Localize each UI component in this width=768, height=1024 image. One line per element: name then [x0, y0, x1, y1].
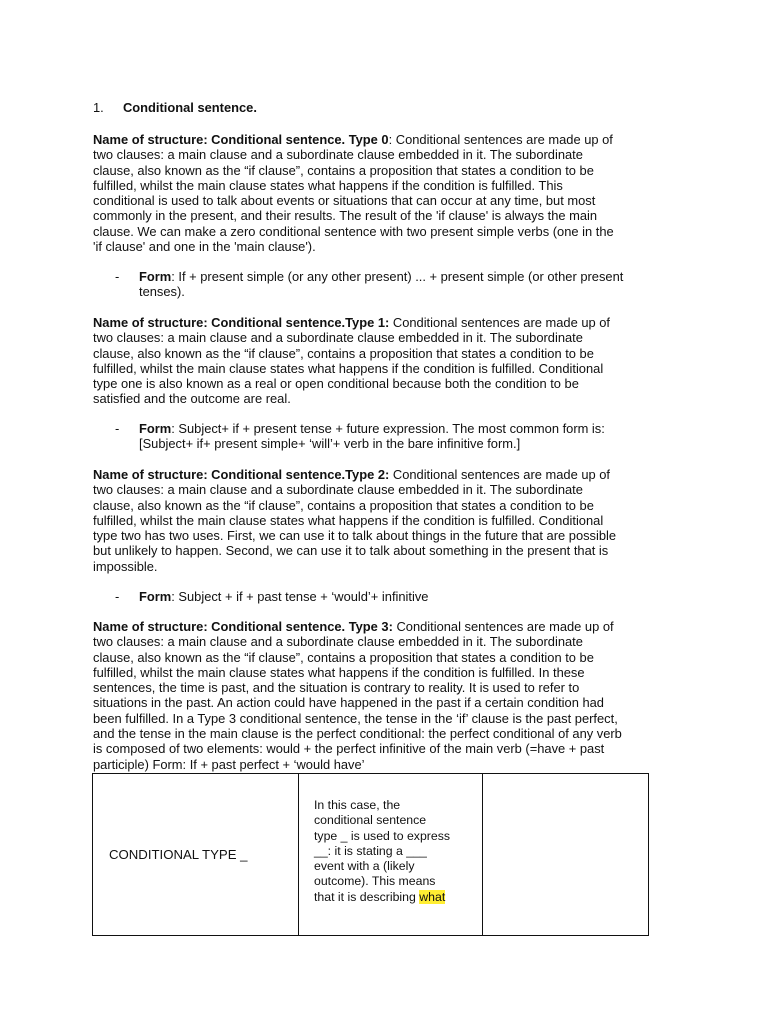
conditional-type-table: [92, 773, 649, 936]
description-cell: In this case, the conditional sentence type _ is used to express __: it is stating a ___ event with a (likely outcome). This means that it is describing what: [299, 774, 483, 936]
type0-line: Name of structure: Conditional sentence. Type 0: Conditional sentences are made up of: [93, 132, 613, 147]
form-label: Form: [139, 421, 172, 436]
bullet-dash: -: [115, 421, 120, 436]
type0-line: clause. We can make a zero conditional sentence with two present simple verbs (one in the: [93, 223, 614, 239]
bullet-dash: -: [115, 269, 120, 284]
type3-label: Name of structure: Conditional sentence. Type 3:: [93, 619, 393, 634]
table-row: [93, 774, 649, 936]
type0-paragraph: [93, 132, 673, 254]
type0-line: conditional is used to talk about events or situations that can occur at any time, but most: [93, 193, 596, 209]
type0-form-bullet: - Form: If + present simple (or any other present) ... + present simple (or other present tenses).: [115, 269, 624, 300]
empty-cell: [483, 774, 649, 936]
type1-label: Name of structure: Conditional sentence.Type 1:: [93, 315, 390, 330]
type0-line: commonly in the present, and their results. The result of the 'if clause' is always the main: [93, 208, 598, 224]
highlighted-word: what: [419, 889, 446, 904]
bullet-dash: -: [115, 589, 120, 604]
type0-line: clause, also known as the “if clause”, contains a proposition that states a condition to be: [93, 162, 594, 178]
type1-form-bullet: - Form: Subject+ if + present tense + future expression. The most common form is: [Subject+ if+ present simple+ ‘will’+ verb in the bare infinitive form.]: [115, 421, 605, 452]
section-number: 1.: [93, 100, 104, 115]
conditional-type-cell: CONDITIONAL TYPE _: [93, 774, 299, 936]
type1-paragraph: Name of structure: Conditional sentence.Type 1: Conditional sentences are made up of two clauses: a main clause and a subordinate clause embedded in it. The subordinate clause, also known as the “if clause”, contains a proposition that states a condition to be fulfilled, whilst the main clause states what happens if the condition is fulfilled. Conditional type one is also known as a real or open conditional because both the condition to be satisfied and the outcome are real.: [93, 315, 611, 407]
section-title: Conditional sentence.: [123, 100, 257, 115]
type0-label: Name of structure: Conditional sentence. Type 0: [93, 132, 389, 147]
section-heading: [93, 100, 257, 115]
type0-line: fulfilled, whilst the main clause states what happens if the condition is fulfilled. This: [93, 177, 563, 193]
type3-paragraph: Name of structure: Conditional sentence. Type 3: Conditional sentences are made up of two clauses: a main clause and a subordinate clause embedded in it. The subordinate clause, also known as the “if clause”, contains a proposition that states a condition to be fulfilled, whilst the main clause states what happens if the condition is fulfilled. In these sentences, the time is past, and the situation is contrary to reality. It is used to refer to situations in the past. An action could have happened in the past if a certain condition had been fulfilled. In a Type 3 conditional sentence, the tense in the ‘if’ clause is the past perfect, and the tense in the main clause is the perfect conditional: the perfect conditional of any verb is composed of two elements: would + the perfect infinitive of the main verb (=have + past participle) Form: If + past perfect + ‘would have’: [93, 619, 622, 772]
type2-label: Name of structure: Conditional sentence.Type 2:: [93, 467, 390, 482]
form-label: Form: [139, 589, 172, 604]
type2-form-bullet: - Form: Subject + if + past tense + ‘would’+ infinitive: [115, 589, 429, 604]
form-label: Form: [139, 269, 172, 284]
type2-paragraph: Name of structure: Conditional sentence.Type 2: Conditional sentences are made up of two clauses: a main clause and a subordinate clause embedded in it. The subordinate clause, also known as the “if clause”, contains a proposition that states a condition to be fulfilled, whilst the main clause states what happens if the condition is fulfilled. Conditional type two has two uses. First, we can use it to talk about things in the future that are possible but unlikely to happen. Second, we can use it to talk about something in the present that is impossible.: [93, 467, 617, 574]
type0-line: two clauses: a main clause and a subordinate clause embedded in it. The subordinate: [93, 147, 583, 163]
type0-line: 'if clause' and one in the 'main clause').: [93, 239, 316, 255]
